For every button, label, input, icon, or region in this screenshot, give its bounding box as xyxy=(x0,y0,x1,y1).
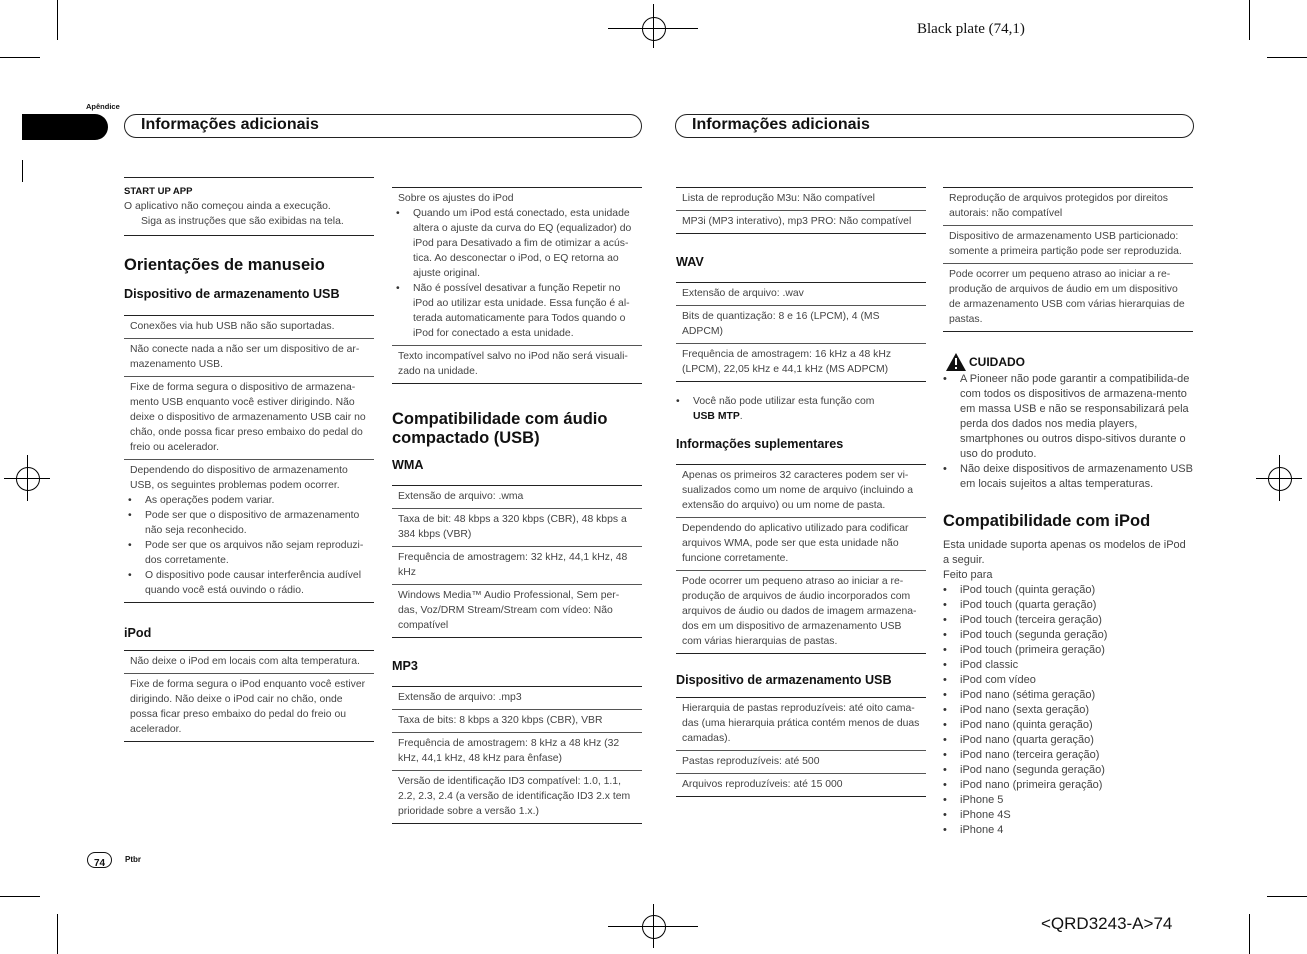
table-row: Dependendo do aplicativo utilizado para codificar arquivos WMA, pode ser que esta unidade não funcione corretamente. xyxy=(676,517,926,570)
column-3 xyxy=(676,187,926,797)
usb-subtitle: Dispositivo de armazenamento USB xyxy=(124,287,340,301)
list-item: • iPod nano (terceira geração) xyxy=(943,748,1193,763)
mp3-table xyxy=(392,686,642,824)
table-row: Fixe de forma segura o dispositivo de armazena-mento USB enquanto você estiver dirigindo. Não deixe o dispositivo de armazenamento USB cair no chão, onde possa ficar preso embaixo do pedal do freio ou acelerador. xyxy=(124,376,374,459)
startup-table xyxy=(124,177,374,236)
table-row: Versão de identificação ID3 compatível: 1.0, 1.1, 2.2, 2.3, 2.4 (a versão de identificação ID3 2.x tem prioridade sobre a versão 1.x.) xyxy=(392,770,642,823)
crop-mark xyxy=(1267,896,1307,897)
list-item: • iPod nano (quinta geração) xyxy=(943,718,1193,733)
wma-table xyxy=(392,485,642,638)
list-item: • iPod touch (quinta geração) xyxy=(943,583,1193,598)
table-row: Pode ocorrer um pequeno atraso ao iniciar a re-produção de arquivos de áudio em um dispositivo de armazenamento USB com várias hierarquias de pastas. xyxy=(943,263,1193,331)
mtp-note xyxy=(676,394,926,424)
table-row: Taxa de bits: 8 kbps a 320 kbps (CBR), VBR xyxy=(392,709,642,732)
table-row: Não deixe o iPod em locais com alta temperatura. xyxy=(130,656,360,667)
list-item: • Não é possível desativar a função Repetir no iPod ao utilizar esta unidade. Essa função é al-terada automaticamente para Todos quando o iPod for conectado a esta unidade. xyxy=(396,281,636,341)
header-bar-right xyxy=(675,114,1194,138)
ipod-model-list xyxy=(943,583,1193,838)
list-item: • O dispositivo pode causar interferência audível quando você está ouvindo o rádio. xyxy=(128,568,368,598)
crop-mark xyxy=(1267,57,1307,58)
usb-problems-intro: Dependendo do dispositivo de armazenamento USB, os seguintes problemas podem ocorrer. xyxy=(130,465,348,491)
ipod-settings-table xyxy=(392,187,642,384)
table-row: Taxa de bit: 48 kbps a 320 kbps (CBR), 48 kbps a 384 kbps (VBR) xyxy=(392,508,642,546)
wav-table xyxy=(676,282,926,382)
mtp-text: Você não pode utilizar esta função com xyxy=(693,396,875,407)
side-tick xyxy=(22,160,23,182)
document-code: <QRD3243-A>74 xyxy=(1041,914,1173,933)
section-tag: Apêndice xyxy=(86,102,120,111)
table-row: Lista de reprodução M3u: Não compatível xyxy=(682,193,875,204)
list-item: • iPod nano (quarta geração) xyxy=(943,733,1193,748)
table-row: Apenas os primeiros 32 caracteres podem ser vi-sualizados como um nome de arquivo (incluindo a extensão do arquivo) ou um nome de pasta. xyxy=(682,470,914,511)
table-row: Conexões via hub USB não são suportadas. xyxy=(130,321,335,332)
list-item: • iPod nano (segunda geração) xyxy=(943,763,1193,778)
list-item: • iPod touch (primeira geração) xyxy=(943,643,1193,658)
list-item: • A Pioneer não pode garantir a compatibilida-de com todos os dispositivos de armazena-mento em massa USB e não se responsabilizará pela perda dos dados nos media players, smartphones ou outros dispo-sitivos durante o uso do produto. xyxy=(943,372,1193,462)
caution-list xyxy=(943,372,1193,492)
list-item: • Quando um iPod está conectado, esta unidade altera o ajuste da curva do EQ (equalizador) do iPod para Desativado a fim de otimizar a acús-tica. Ao desconectar o iPod, o EQ retorna ao ajuste original. xyxy=(396,206,636,281)
list-item: • Não deixe dispositivos de armazenamento USB em locais sujeitos a altas temperaturas. xyxy=(943,462,1193,492)
list-item: • iPhone 4 xyxy=(943,823,1193,838)
table-row: Extensão de arquivo: .wav xyxy=(682,288,804,299)
supp-subtitle: Informações suplementares xyxy=(676,437,844,451)
table-row xyxy=(392,188,642,345)
eq-list xyxy=(396,206,636,341)
compat-title: Compatibilidade com áudio compactado (USB) xyxy=(392,410,608,447)
supp-table xyxy=(676,464,926,654)
crop-mark xyxy=(1249,914,1250,954)
column-1 xyxy=(124,177,374,742)
list-item: • iPod touch (segunda geração) xyxy=(943,628,1193,643)
list-item: • iPod classic xyxy=(943,658,1193,673)
ipod-compat-intro: Esta unidade suporta apenas os modelos de iPod a seguir. xyxy=(943,539,1186,566)
table-row: Hierarquia de pastas reproduzíveis: até oito cama-das (uma hierarquia prática contém menos de duas camadas). xyxy=(682,703,920,744)
list-item: • iPod touch (quarta geração) xyxy=(943,598,1193,613)
table-row: Reprodução de arquivos protegidos por direitos autorais: não compatível xyxy=(949,193,1168,219)
ipod-table xyxy=(124,650,374,742)
usb-table xyxy=(124,315,374,603)
table-row: Não conecte nada a não ser um dispositivo de ar-mazenamento USB. xyxy=(124,338,374,376)
crop-mark xyxy=(1249,0,1250,40)
table-row: Texto incompatível salvo no iPod não será visuali-zado na unidade. xyxy=(392,345,642,383)
made-for-label: Feito para xyxy=(943,569,993,581)
startup-line2: Siga as instruções que são exibidas na tela. xyxy=(141,216,344,227)
header-title-left: Informações adicionais xyxy=(141,116,319,133)
caution-heading xyxy=(943,354,1193,372)
warning-icon xyxy=(945,352,967,372)
table-row: Frequência de amostragem: 8 kHz a 48 kHz (32 kHz, 44,1 kHz, 48 kHz para ênfase) xyxy=(392,732,642,770)
table-row: Fixe de forma segura o iPod enquanto você estiver dirigindo. Não deixe o iPod cair no chão, onde possa ficar preso embaixo do pedal do freio ou acelerador. xyxy=(124,673,374,741)
section-black-tab xyxy=(22,114,108,140)
list-item: • iPod touch (terceira geração) xyxy=(943,613,1193,628)
table-row: Arquivos reproduzíveis: até 15 000 xyxy=(676,773,926,796)
mtp-end: . xyxy=(739,411,743,422)
list-item: • Pode ser que os arquivos não sejam reproduzi-dos corretamente. xyxy=(128,538,368,568)
usb-problems-list xyxy=(128,493,368,598)
crop-mark xyxy=(57,0,58,40)
table-row: Pode ocorrer um pequeno atraso ao iniciar a re-produção de arquivos de áudio incorporados com arquivos de áudio ou dados de imagem armazena-dos em um dispositivo de armazenamento USB com várias hierarquias de pastas. xyxy=(676,570,926,653)
page-number: 74 xyxy=(93,858,106,869)
usb2-table xyxy=(676,697,926,797)
list-item: • iPod nano (sexta geração) xyxy=(943,703,1193,718)
startup-title: START UP APP xyxy=(124,186,193,197)
page-number-badge xyxy=(87,852,112,868)
startup-line1: O aplicativo não começou ainda a execução. xyxy=(124,201,331,212)
header-bar-left xyxy=(124,114,642,138)
table-row: Extensão de arquivo: .wma xyxy=(398,491,524,502)
table-row: Pastas reproduzíveis: até 500 xyxy=(676,750,926,773)
language-label: Ptbr xyxy=(125,855,141,864)
eq-intro: Sobre os ajustes do iPod xyxy=(398,193,514,204)
ipod-compat-title: Compatibilidade com iPod xyxy=(943,512,1151,530)
usb2-subtitle: Dispositivo de armazenamento USB xyxy=(676,673,892,687)
table-row: Bits de quantização: 8 e 16 (LPCM), 4 (MS ADPCM) xyxy=(676,305,926,343)
list-item: • Pode ser que o dispositivo de armazenamento não seja reconhecido. xyxy=(128,508,368,538)
crop-mark xyxy=(57,914,58,954)
ipod-subtitle: iPod xyxy=(124,626,152,640)
crop-mark xyxy=(0,57,40,58)
table-row: Frequência de amostragem: 32 kHz, 44,1 kHz, 48 kHz xyxy=(392,546,642,584)
table-row: Frequência de amostragem: 16 kHz a 48 kHz (LPCM), 22,05 kHz e 44,1 kHz (MS ADPCM) xyxy=(676,343,926,381)
column-4 xyxy=(943,187,1193,838)
list-item: • iPod nano (primeira geração) xyxy=(943,778,1193,793)
list-item: • iPod nano (sétima geração) xyxy=(943,688,1193,703)
mp3-subtitle: MP3 xyxy=(392,659,418,673)
protected-table xyxy=(943,187,1193,332)
crop-mark xyxy=(0,896,40,897)
list-item xyxy=(676,394,926,424)
wav-subtitle: WAV xyxy=(676,255,704,269)
table-row: MP3i (MP3 interativo), mp3 PRO: Não compatível xyxy=(676,210,926,233)
handling-title: Orientações de manuseio xyxy=(124,256,325,274)
format-table xyxy=(676,187,926,234)
mtp-bold: USB MTP xyxy=(693,411,740,422)
header-title-right: Informações adicionais xyxy=(692,116,870,133)
wma-subtitle: WMA xyxy=(392,458,424,472)
plate-label: Black plate (74,1) xyxy=(917,21,1025,37)
list-item: • iPhone 5 xyxy=(943,793,1193,808)
list-item: • iPhone 4S xyxy=(943,808,1193,823)
table-row: Windows Media™ Audio Professional, Sem per-das, Voz/DRM Stream/Stream com vídeo: Não compatível xyxy=(392,584,642,637)
column-2 xyxy=(392,187,642,824)
table-row: Dispositivo de armazenamento USB particionado: somente a primeira partição pode ser reproduzida. xyxy=(943,225,1193,263)
list-item: • As operações podem variar. xyxy=(128,493,368,508)
list-item: • iPod com vídeo xyxy=(943,673,1193,688)
table-row: Extensão de arquivo: .mp3 xyxy=(398,692,522,703)
table-row xyxy=(124,459,374,602)
caution-title: CUIDADO xyxy=(969,355,1025,369)
